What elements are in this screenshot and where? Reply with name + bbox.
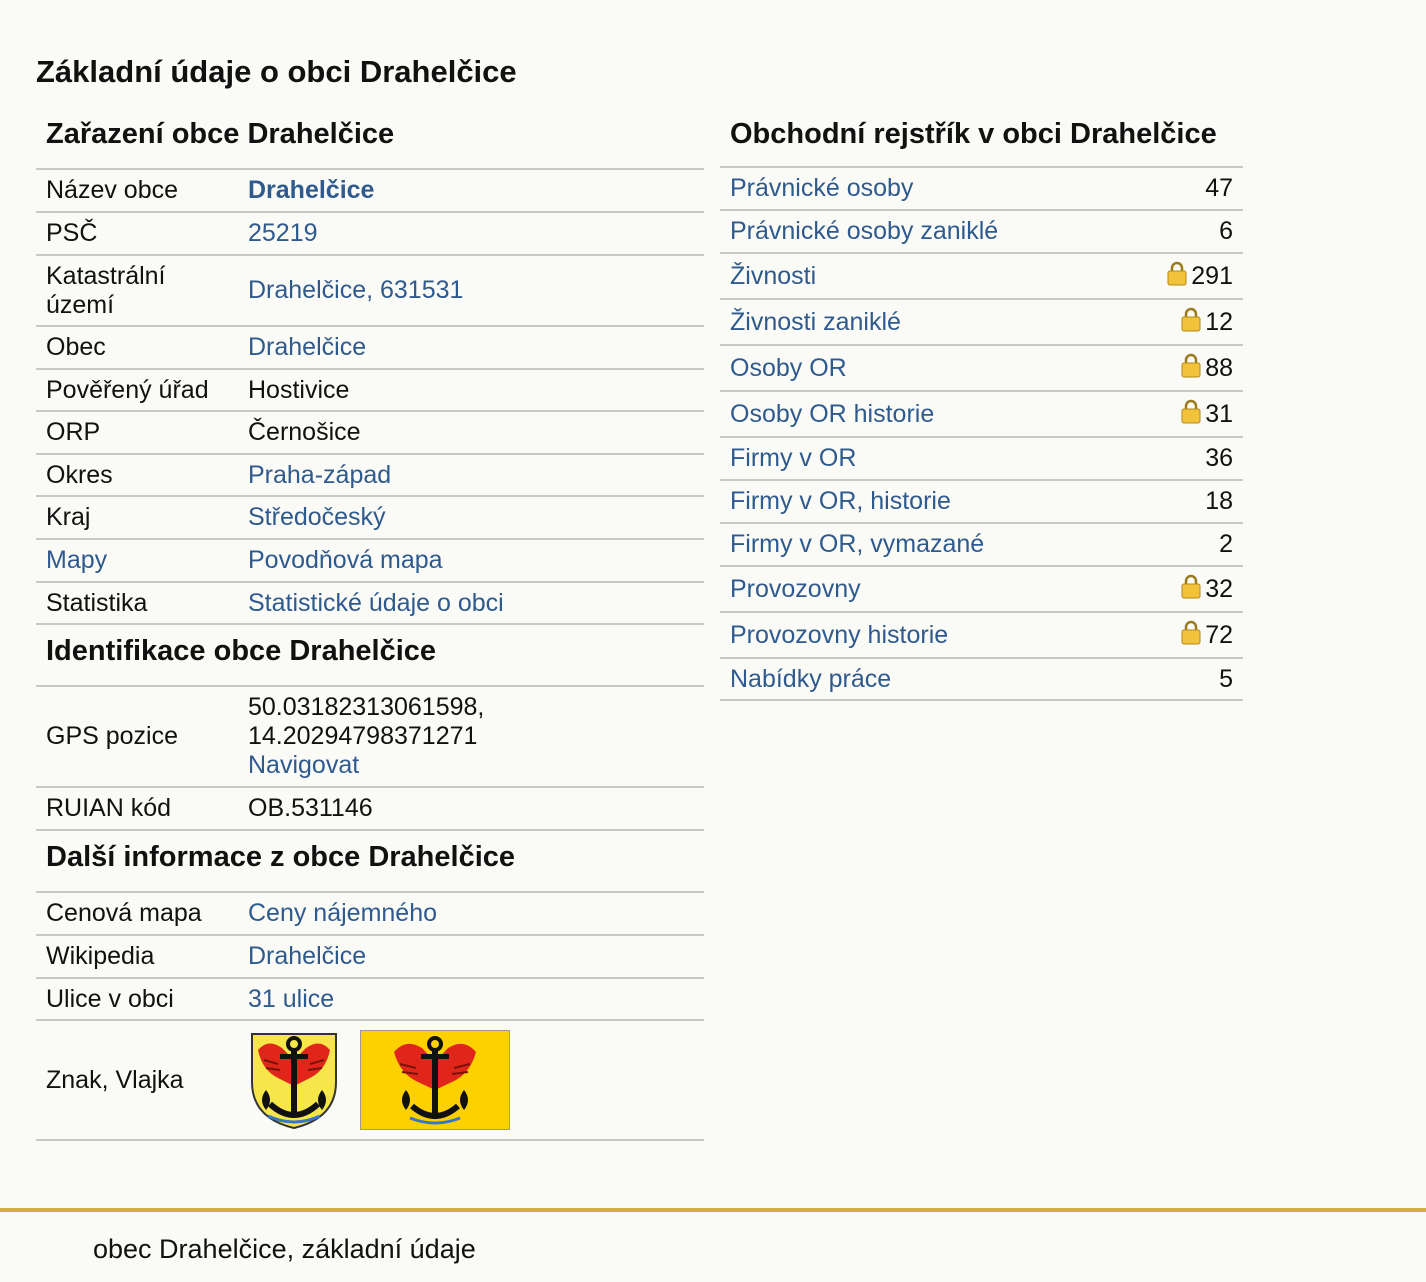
coat-of-arms-image[interactable]: [248, 1030, 340, 1130]
table-row: [720, 566, 1243, 612]
page-title: Základní údaje o obci Drahelčice: [36, 54, 517, 89]
table-row: [36, 326, 704, 369]
rejstrik-link-zivnosti-zanikle[interactable]: Živnosti zaniklé: [730, 307, 901, 336]
rejstrik-link-pravnicke-osoby[interactable]: Právnické osoby: [730, 174, 914, 202]
rejstrik-count: 12: [1205, 307, 1233, 336]
okres-link[interactable]: Praha-západ: [248, 460, 392, 489]
rejstrik-count: 5: [1123, 658, 1243, 700]
lock-icon: [1181, 573, 1201, 606]
row-label: Pověřený úřad: [36, 369, 238, 411]
rejstrik-count: 88: [1205, 353, 1233, 382]
table-row: [36, 787, 704, 830]
rejstrik-count: 32: [1205, 574, 1233, 603]
rejstrik-link-firmy-v-or[interactable]: Firmy v OR: [730, 444, 857, 472]
lock-icon: [1181, 306, 1201, 339]
identifikace-table: [36, 687, 704, 831]
table-row: [720, 612, 1243, 658]
rejstrik-link-osoby-or[interactable]: Osoby OR: [730, 353, 847, 382]
row-label: Název obce: [36, 170, 238, 212]
row-label: Ulice v obci: [36, 978, 238, 1020]
obec-link[interactable]: Drahelčice: [248, 333, 367, 361]
lock-icon: [1181, 352, 1201, 385]
row-label: Wikipedia: [36, 935, 238, 978]
table-row: [720, 253, 1243, 299]
dalsi-table: [36, 893, 704, 1141]
table-row: [36, 893, 704, 935]
row-value: Hostivice: [238, 369, 704, 411]
table-row: [36, 582, 704, 624]
table-row: [720, 437, 1243, 480]
row-label: PSČ: [36, 212, 238, 255]
section-title-rejstrik: Obchodní rejstřík v obci Drahelčice: [720, 112, 1243, 168]
table-row: [36, 496, 704, 539]
table-row: [36, 369, 704, 411]
table-row: [720, 299, 1243, 345]
table-row: [36, 935, 704, 978]
gps-lon: 14.20294798371271: [248, 722, 478, 750]
row-label: Kraj: [36, 496, 238, 539]
table-row: [36, 978, 704, 1020]
rejstrik-link-firmy-v-or-vymazane[interactable]: Firmy v OR, vymazané: [730, 530, 985, 558]
table-row: [36, 212, 704, 255]
lock-icon: [1167, 260, 1187, 293]
povodnova-mapa-link[interactable]: Povodňová mapa: [248, 546, 443, 574]
table-row: [720, 391, 1243, 437]
rejstrik-link-zivnosti[interactable]: Živnosti: [730, 261, 817, 290]
table-row: [720, 658, 1243, 700]
row-label: Katastrální území: [36, 255, 238, 326]
rejstrik-table: [720, 168, 1243, 701]
rejstrik-link-provozovny-historie[interactable]: Provozovny historie: [730, 620, 949, 649]
kraj-link[interactable]: Středočeský: [248, 503, 386, 531]
rejstrik-count: 31: [1205, 399, 1233, 428]
table-row: [720, 168, 1243, 210]
mapy-link[interactable]: Mapy: [46, 546, 108, 574]
row-label: GPS pozice: [36, 687, 238, 787]
cenova-mapa-link[interactable]: Ceny nájemného: [248, 899, 438, 927]
wikipedia-link[interactable]: Drahelčice: [248, 942, 367, 970]
psc-link[interactable]: 25219: [248, 219, 318, 247]
obec-name-link[interactable]: Drahelčice: [248, 176, 375, 204]
rejstrik-count: 18: [1123, 480, 1243, 523]
table-row: [36, 170, 704, 212]
zarazeni-table: [36, 170, 704, 625]
rejstrik-link-nabidky-prace[interactable]: Nabídky práce: [730, 664, 892, 693]
rejstrik-count: 72: [1205, 620, 1233, 649]
row-label: ORP: [36, 411, 238, 454]
rejstrik-count: 6: [1123, 210, 1243, 253]
row-label: Obec: [36, 326, 238, 369]
row-label: RUIAN kód: [36, 787, 238, 830]
section-title-dalsi: Další informace z obce Drahelčice: [36, 831, 704, 893]
rejstrik-count: 2: [1123, 523, 1243, 566]
section-title-zarazeni: Zařazení obce Drahelčice: [36, 112, 704, 170]
footer-text: obec Drahelčice, základní údaje: [93, 1234, 476, 1264]
left-column: [36, 112, 704, 1141]
rejstrik-link-firmy-v-or-historie[interactable]: Firmy v OR, historie: [730, 487, 951, 515]
statistika-link[interactable]: Statistické údaje o obci: [248, 588, 504, 617]
row-label: Statistika: [36, 582, 238, 624]
table-row: [720, 480, 1243, 523]
row-label: Znak, Vlajka: [36, 1020, 238, 1140]
table-row: [36, 687, 704, 787]
lock-icon: [1181, 619, 1201, 652]
katastr-link[interactable]: Drahelčice, 631531: [248, 276, 464, 304]
table-row: [36, 539, 704, 582]
footer-divider: [0, 1208, 1426, 1212]
rejstrik-link-provozovny[interactable]: Provozovny: [730, 574, 861, 603]
section-title-identifikace: Identifikace obce Drahelčice: [36, 625, 704, 687]
table-row: [36, 411, 704, 454]
right-column: [720, 112, 1243, 701]
table-row: [720, 523, 1243, 566]
gps-lat: 50.03182313061598,: [248, 693, 485, 721]
rejstrik-count: 47: [1123, 168, 1243, 210]
table-row: [720, 345, 1243, 391]
table-row: [36, 1020, 704, 1140]
ulice-link[interactable]: 31 ulice: [248, 984, 335, 1013]
row-label: Cenová mapa: [36, 893, 238, 935]
table-row: [36, 454, 704, 496]
navigovat-link[interactable]: Navigovat: [248, 751, 360, 779]
flag-image[interactable]: [360, 1030, 510, 1130]
row-label: Okres: [36, 454, 238, 496]
rejstrik-count: 36: [1123, 437, 1243, 480]
rejstrik-link-osoby-or-historie[interactable]: Osoby OR historie: [730, 399, 935, 428]
rejstrik-count: 291: [1191, 261, 1233, 290]
lock-icon: [1181, 398, 1201, 431]
row-value: Černošice: [238, 411, 704, 454]
row-value: OB.531146: [238, 787, 704, 830]
rejstrik-link-pravnicke-osoby-zanikle[interactable]: Právnické osoby zaniklé: [730, 217, 999, 245]
table-row: [36, 255, 704, 326]
table-row: [720, 210, 1243, 253]
